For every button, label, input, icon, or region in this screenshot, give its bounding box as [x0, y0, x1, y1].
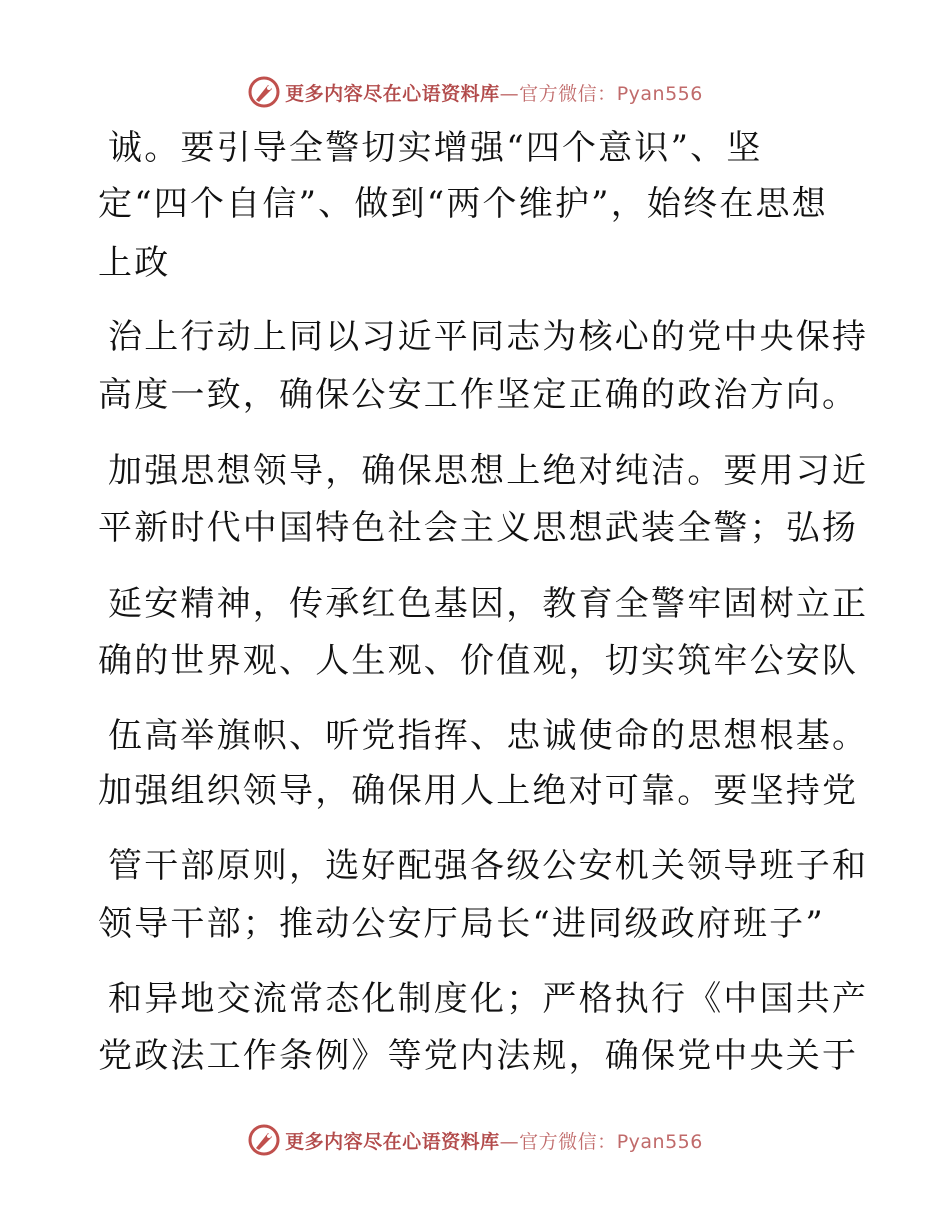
text-line: 确的世界观、人生观、价值观，切实筑牢公安队 [98, 641, 859, 681]
text-line: 高度一致，确保公安工作坚定正确的政治方向。 [98, 375, 859, 415]
footer-banner [0, 1120, 950, 1160]
text-line: 加强思想领导，确保思想上绝对纯洁。要用习近 [108, 451, 869, 491]
text-line: 管干部原则，选好配强各级公安机关领导班子和 [108, 846, 869, 886]
text-line: 党政法工作条例》等党内法规，确保党中央关于 [98, 1036, 859, 1076]
text-line: 平新时代中国特色社会主义思想武装全警；弘扬 [98, 508, 859, 548]
text-line: 定“四个自信”、做到“两个维护”，始终在思想 [98, 184, 828, 224]
text-line: 治上行动上同以习近平同志为核心的党中央保持 [108, 317, 869, 357]
text-line: 加强组织领导，确保用人上绝对可靠。要坚持党 [98, 771, 859, 811]
text-line: 领导干部；推动公安厅局长“进同级政府班子” [98, 904, 825, 944]
text-line: 和异地交流常态化制度化；严格执行《中国共产 [108, 979, 869, 1019]
text-line: 伍高举旗帜、听党指挥、忠诚使命的思想根基。 [108, 716, 869, 756]
banner-text: 更多内容尽在心语资料库—官方微信：Pyan556 [285, 82, 703, 105]
text-line: 上政 [98, 243, 171, 283]
banner-text: 更多内容尽在心语资料库—官方微信：Pyan556 [285, 1130, 703, 1153]
pen-nib-logo-icon [247, 1123, 281, 1157]
text-line: 延安精神，传承红色基因，教育全警牢固树立正 [108, 584, 869, 624]
text-line: 诚。要引导全警切实增强“四个意识”、坚 [108, 128, 763, 168]
